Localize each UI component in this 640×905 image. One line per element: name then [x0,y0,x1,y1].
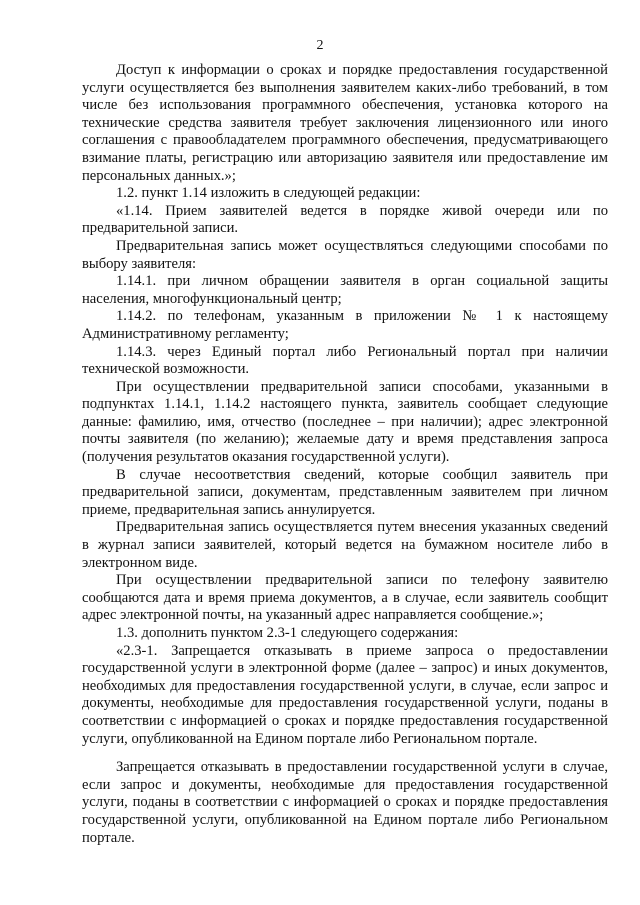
paragraph-item-1-14-3: 1.14.3. через Единый портал либо Региональный портал при наличии технической возможности. [82,343,608,378]
paragraph-gap [82,748,608,759]
page-number: 2 [316,38,324,53]
paragraph-refusal-prohibited: Запрещается отказывать в предоставлении государственной услуги в случае, если запрос и документы, необходимые для предоставления государственной услуги, поданы в соответствии с информацией о сроках и порядке предоставления государственной услуги, опубликованной на Едином портале либо Региональном портале. [82,759,608,846]
paragraph-item-1-3: 1.3. дополнить пунктом 2.3-1 следующего содержания: [116,625,459,641]
paragraph-mismatch: В случае несоответствия сведений, которые сообщил заявитель при предварительной записи, документам, представленным заявителем при личном приеме, предварительная запись аннулируется. [82,466,608,518]
paragraph-item-1-14-1: 1.14.1. при личном обращении заявителя в орган социальной защиты населения, многофункциональный центр; [82,273,608,307]
paragraph-prerecord-methods: Предварительная запись может осуществляться следующими способами по выбору заявителя: [82,237,608,272]
paragraph-item-1-14: «1.14. Прием заявителей ведется в порядке живой очереди или по предварительной записи. [82,202,608,237]
paragraph-access-info: Доступ к информации о сроках и порядке предоставления государственной услуги осуществляется без выполнения заявителем каких-либо требований, в том числе без использования программного обеспечения, установка которого на технические средства заявителя требует заключения лицензионного или иного соглашения с правообладателем программного обеспечения, предусматривающего взимание платы, регистрацию или авторизацию заявителя или предоставление им персональных данных.»; [82,62,608,184]
paragraph-prerecord-data: При осуществлении предварительной записи способами, указанными в подпунктах 1.14.1, 1.14.2 настоящего пункта, заявитель сообщает следующие данные: фамилию, имя, отчество (последнее – при наличии); адрес электронной почты заявителя (по желанию); желаемые дату и время представления запроса (получения результатов оказания государственной услуги). [82,378,608,466]
paragraph-journal: Предварительная запись осуществляется путем внесения указанных сведений в журнал записи заявителей, который ведется на бумажном носителе либо в электронном виде. [82,519,608,571]
paragraph-item-1-2: 1.2. пункт 1.14 изложить в следующей редакции: [116,185,421,202]
paragraph-item-1-14-2: 1.14.2. по телефонам, указанным в приложении № 1 к настоящему Административному регламенту; [82,308,608,342]
document-body [82,62,608,847]
paragraph-phone-record: При осуществлении предварительной записи по телефону заявителю сообщаются дата и время приема документов, а в случае, если заявитель сообщит адрес электронной почты, на указанный адрес направляется сообщение.»; [82,572,608,624]
paragraph-item-2-3-1: «2.3-1. Запрещается отказывать в приеме запроса о предоставлении государственной услуги в электронной форме (далее – запрос) и иных документов, необходимых для предоставления государственной услуги, в случае, если запрос и документы, необходимые для предоставления государственной услуги, поданы в соответствии с информацией о сроках и порядке предоставления государственной услуги, опубликованной на Едином портале либо Региональном портале. [82,642,608,747]
